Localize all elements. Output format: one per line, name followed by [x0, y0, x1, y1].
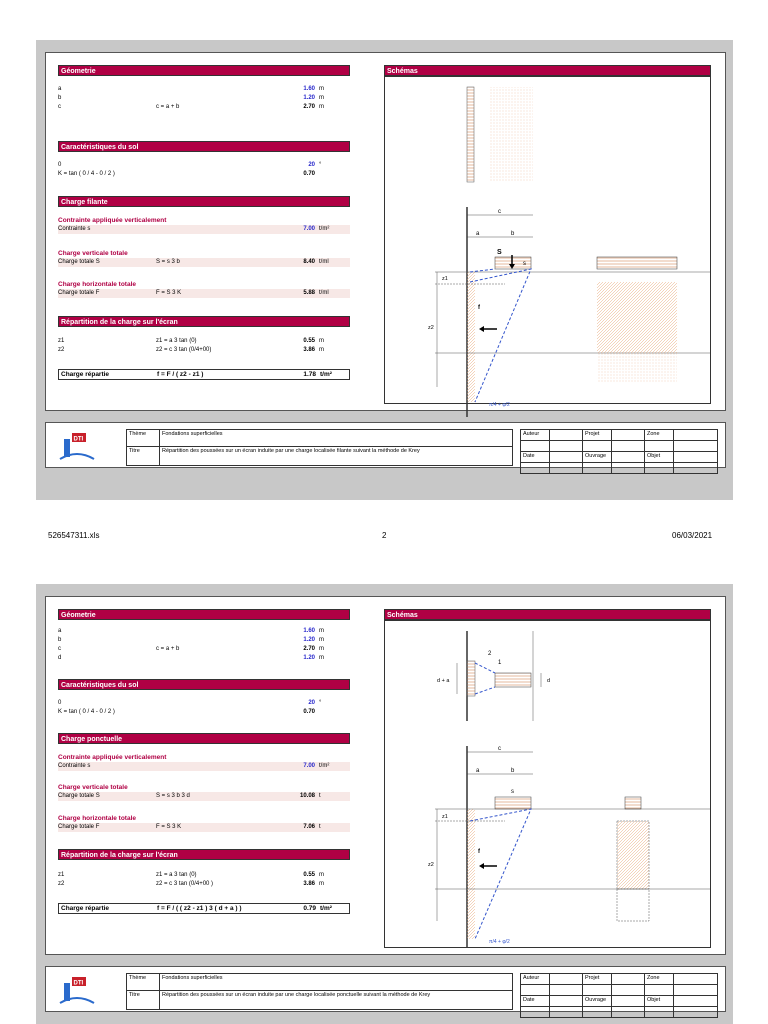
soil-header: Caractéristiques du sol	[58, 679, 350, 690]
row-charge-horizontale: Charge totale F F = S 3 K 7.06 t	[58, 823, 350, 832]
label-z1: z1	[442, 814, 448, 820]
charge-repartie-total: Charge répartie f = F / ( ( z2 - z1 ) 3 ( d + a ) ) 0.79 t/m²	[58, 903, 350, 914]
label-angle: π/4 + φ/2	[489, 402, 510, 408]
sheet-2-footer	[45, 966, 726, 1012]
theme-value: Fondations superficielles	[160, 974, 513, 991]
row-z2: z2 z2 = c 3 tan (0/4+00) 3.86 m	[58, 347, 324, 353]
title-block: Thème Fondations superficielles Titre Répartition des poussées sur un écran induite par une charge localisée filante suivant la méthode de Krey	[126, 429, 513, 466]
row-b: b 1.20 m	[58, 95, 324, 101]
row-charge-verticale: Charge totale S S = s 3 b 3 d 10.08 t	[58, 792, 350, 801]
schema-box	[384, 620, 711, 948]
charge-repartie-total: Charge répartie f = F / ( z2 - z1 ) 1.78 t/m²	[58, 369, 350, 380]
krey-diagram-ponctuelle	[385, 621, 710, 947]
info-block: Auteur Projet Zone Date Ouvrage Objet	[520, 429, 718, 474]
krey-diagram-filante	[385, 77, 710, 408]
label-d: d	[547, 678, 551, 684]
sheet-2-content	[45, 596, 726, 955]
section-title: Charge verticale totale	[58, 784, 128, 791]
section-title: Charge horizontale totale	[58, 281, 137, 288]
file-name: 526547311.xls	[48, 531, 100, 540]
row-phi: 0 20 °	[58, 700, 322, 706]
theme-value: Fondations superficielles	[160, 430, 513, 447]
label-z2: z2	[428, 862, 434, 868]
row-d: d 1.20 m	[58, 655, 324, 661]
section-title: Charge verticale totale	[58, 250, 128, 257]
sheet-1-content	[45, 52, 726, 411]
row-k: K = tan ( 0 / 4 - 0 / 2 ) 0.70	[58, 171, 315, 177]
row-z2: z2 z2 = c 3 tan (0/4+00 ) 3.86 m	[58, 881, 324, 887]
row-contrainte: Contrainte s 7.00 t/m²	[58, 762, 350, 771]
title-value: Répartition des poussées sur un écran induite par une charge localisée ponctuelle suivant la méthode de Krey	[160, 991, 513, 1010]
print-date: 06/03/2021	[672, 531, 713, 540]
schemas-header: Schémas	[384, 609, 711, 620]
label-two: 2	[488, 651, 492, 657]
repartition-header: Répartition de la charge sur l'écran	[58, 849, 350, 860]
sheet-1-footer	[45, 422, 726, 468]
label-S: S	[497, 249, 502, 256]
page-number: 2	[382, 531, 387, 540]
label-c: c	[498, 209, 501, 215]
repartition-header: Répartition de la charge sur l'écran	[58, 316, 350, 327]
section-title: Charge horizontale totale	[58, 815, 137, 822]
dti-logo-icon	[58, 977, 96, 1005]
row-charge-verticale: Charge totale S S = s 3 b 8.40 t/ml	[58, 258, 350, 267]
title-block: Thème Fondations superficielles Titre Répartition des poussées sur un écran induite par une charge localisée ponctuelle suivant la méthode de Krey	[126, 973, 513, 1010]
section-title: Contrainte appliquée verticalement	[58, 754, 167, 761]
label-a: a	[476, 768, 480, 774]
sheet-2	[36, 584, 733, 1024]
row-a: a 1.60 m	[58, 628, 324, 634]
label-z1: z1	[442, 276, 448, 282]
label-f: f	[478, 305, 480, 311]
label-z2: z2	[428, 325, 434, 331]
row-z1: z1 z1 = a 3 tan (0) 0.55 m	[58, 338, 324, 344]
soil-header: Caractéristiques du sol	[58, 141, 350, 152]
load-header: Charge filante	[58, 196, 350, 207]
label-angle: π/4 + φ/2	[489, 939, 510, 945]
sheet-1	[36, 40, 733, 500]
title-value: Répartition des poussées sur un écran induite par une charge localisée filante suivant la méthode de Krey	[160, 447, 513, 466]
label-one: 1	[498, 660, 502, 666]
label-b: b	[511, 768, 515, 774]
label-s: s	[511, 789, 514, 795]
svg-text:DTI: DTI	[73, 436, 84, 443]
row-phi: 0 20 °	[58, 162, 322, 168]
row-k: K = tan ( 0 / 4 - 0 / 2 ) 0.70	[58, 709, 315, 715]
section-title: Contrainte appliquée verticalement	[58, 217, 167, 224]
label-s: s	[523, 261, 526, 267]
schemas-header: Schémas	[384, 65, 711, 76]
row-a: a 1.60 m	[58, 86, 324, 92]
label-a: a	[476, 231, 480, 237]
load-header: Charge ponctuelle	[58, 733, 350, 744]
schema-box	[384, 76, 711, 408]
row-c: c c = a + b 2.70 m	[58, 104, 324, 110]
label-da: d + a	[437, 678, 450, 684]
row-charge-horizontale: Charge totale F F = S 3 K 5.88 t/ml	[58, 289, 350, 298]
row-z1: z1 z1 = a 3 tan (0) 0.55 m	[58, 872, 324, 878]
geometry-header: Géometrie	[58, 65, 350, 76]
dti-logo-icon	[58, 433, 96, 461]
row-c: c c = a + b 2.70 m	[58, 646, 324, 652]
svg-text:DTI: DTI	[73, 980, 84, 987]
info-block: Auteur Projet Zone Date Ouvrage Objet	[520, 973, 718, 1018]
label-c: c	[498, 746, 501, 752]
label-f: f	[478, 849, 480, 855]
row-b: b 1.20 m	[58, 637, 324, 643]
label-b: b	[511, 231, 515, 237]
geometry-header: Géometrie	[58, 609, 350, 620]
row-contrainte: Contrainte s 7.00 t/m²	[58, 225, 350, 234]
